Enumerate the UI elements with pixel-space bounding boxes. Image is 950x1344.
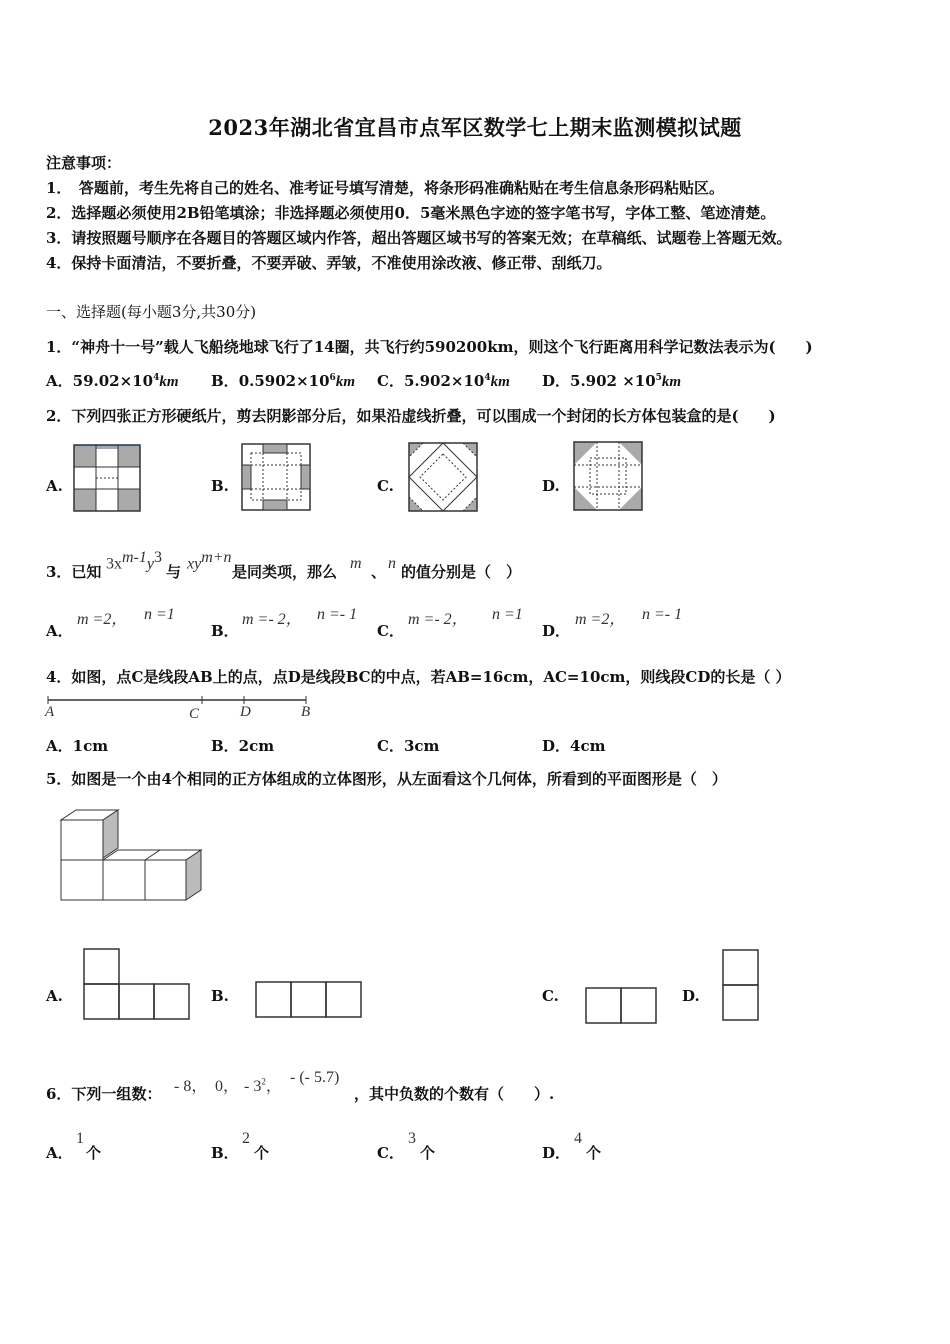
q3-d-m: m =2， (575, 611, 626, 628)
q5-option-a-figure (82, 947, 194, 1023)
q6-stem-end: ，其中负数的个数有（ ）. (354, 1085, 555, 1103)
q5-option-c-figure (584, 986, 662, 1026)
q5-label-c: C. (542, 987, 559, 1005)
q5-option-d-figure (721, 948, 763, 1024)
q6-num-4: - (- 5.7) (290, 1069, 340, 1086)
q3-c-n: n =1 (492, 606, 523, 623)
q3-expr2: $xy^{m+n}$ (187, 549, 232, 573)
q3-with: 与 (166, 563, 182, 581)
notice-item: 1． 答题前，考生先将自己的姓名、准考证号填写清楚，将条形码准确粘贴在考生信息条形码粘贴区。 (46, 179, 724, 197)
q6-d-num: 4 (574, 1130, 582, 1147)
q6-num-1: - 8， (174, 1078, 208, 1095)
q3-b-n: n =- 1 (317, 606, 358, 623)
notice-item: 2．选择题必须使用2B铅笔填涂；非选择题必须使用0．5毫米黑色字迹的签字笔书写，字体工整、笔迹清楚。 (46, 204, 776, 222)
q6-label-b: B． (211, 1144, 239, 1162)
q3-num: 3．已知 (46, 563, 102, 581)
q2-figure-d (573, 441, 645, 513)
q3-b-m: m =- 2， (242, 611, 302, 628)
q3-n: n (388, 555, 396, 572)
page-title: 2023年湖北省宜昌市点军区数学七上期末监测模拟试题 (208, 115, 742, 140)
q6-num-2: 0， (215, 1078, 240, 1095)
q4-line-segment (44, 694, 324, 722)
q1-option-a: A．$59.02\times 10^4km$ (46, 372, 179, 390)
notice-heading: 注意事项： (46, 154, 122, 172)
q3-mid: 是同类项，那么 (232, 563, 338, 581)
q4-point-c: C (189, 706, 200, 722)
q2-label-d: D. (542, 477, 560, 495)
q5-cube-figure (56, 808, 206, 908)
q4-option-b: B．2cm (211, 737, 275, 755)
q3-label-b: B． (211, 622, 239, 640)
q6-a-num: 1 (76, 1130, 84, 1147)
q2-label-a: A. (46, 477, 63, 495)
q3-c-m: m =- 2， (408, 611, 468, 628)
q3-label-a: A． (46, 622, 73, 640)
q6-c-num: 3 (408, 1130, 416, 1147)
q3-m: m (350, 555, 362, 572)
q4-option-a: A．1cm (46, 737, 109, 755)
q2-label-c: C. (377, 477, 394, 495)
q3-a-n: n =1 (144, 606, 175, 623)
q3-end: 的值分别是（ ） (401, 563, 522, 581)
question-4-stem: 4．如图，点C是线段AB上的点，点D是线段BC的中点，若AB=16cm，AC=10cm，则线段CD的长是（ ） (46, 668, 791, 686)
q5-label-d: D. (682, 987, 700, 1005)
q6-num-3: - $3^2$， (244, 1076, 282, 1095)
q3-sep: 、 (371, 563, 387, 581)
q2-figure-b (241, 443, 313, 513)
q3-label-c: C． (377, 622, 404, 640)
q4-point-b: B (301, 704, 311, 720)
q4-option-d: D．4cm (542, 737, 606, 755)
q6-stem-start: 6．下列一组数： (46, 1085, 162, 1103)
q6-label-a: A． (46, 1144, 73, 1162)
notice-item: 4．保持卡面清洁，不要折叠，不要弄破、弄皱，不准使用涂改液、修正带、刮纸刀。 (46, 254, 612, 272)
q4-point-a: A (45, 704, 55, 720)
q6-label-c: C． (377, 1144, 404, 1162)
q6-a-unit: 个 (86, 1144, 102, 1162)
q3-expr1: $3x^{m-1}y^3$ (106, 549, 162, 573)
section-heading: 一、选择题(每小题3分,共30分) (46, 303, 257, 321)
q5-option-b-figure (254, 980, 366, 1020)
q3-d-n: n =- 1 (642, 606, 683, 623)
q6-d-unit: 个 (586, 1144, 602, 1162)
q3-label-d: D． (542, 622, 571, 640)
q3-a-m: m =2， (77, 611, 128, 628)
q1-option-b: B．$0.5902\times 10^6km$ (211, 372, 355, 390)
q6-b-unit: 个 (254, 1144, 270, 1162)
q1-option-c: C．$5.902\times 10^4km$ (377, 372, 510, 390)
notice-item: 3．请按照题号顺序在各题目的答题区域内作答，超出答题区域书写的答案无效；在草稿纸、试题卷上答题无效。 (46, 229, 792, 247)
q6-c-unit: 个 (420, 1144, 436, 1162)
question-5-stem: 5．如图是一个由4个相同的正方体组成的立体图形，从左面看这个几何体，所看到的平面图形是（ ） (46, 770, 727, 788)
q2-figure-c (408, 442, 480, 514)
q6-label-d: D． (542, 1144, 571, 1162)
q2-label-b: B. (211, 477, 229, 495)
q1-option-d: D．$5.902 \times 10^5km$ (542, 372, 682, 390)
question-2-stem: 2．下列四张正方形硬纸片，剪去阴影部分后，如果沿虚线折叠，可以围成一个封闭的长方体包装盒的是( ) (46, 407, 776, 425)
q6-b-num: 2 (242, 1130, 250, 1147)
q4-option-c: C．3cm (377, 737, 440, 755)
q5-label-b: B. (211, 987, 229, 1005)
q2-figure-a (73, 444, 143, 514)
q5-label-a: A. (46, 987, 63, 1005)
question-1-stem: 1．“神舟十一号”载人飞船绕地球飞行了14圈，共飞行约590200km，则这个飞行距离用科学记数法表示为( ) (46, 338, 813, 356)
q4-point-d: D (240, 704, 251, 720)
